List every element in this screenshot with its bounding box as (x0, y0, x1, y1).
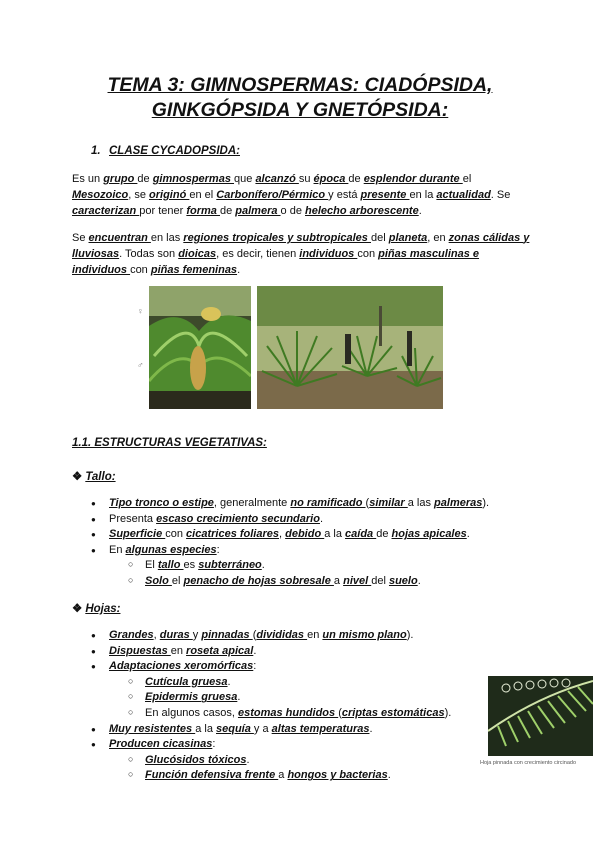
text-run: en las (150, 232, 184, 244)
emphasized-term: alcanzó (255, 173, 299, 185)
emphasized-term: escaso crecimiento secundario (156, 512, 320, 525)
text-run: a (278, 769, 288, 782)
emphasized-term: estomas hundidos (237, 707, 339, 719)
emphasized-term: planeta (388, 232, 428, 244)
emphasized-term: piñas femeninas (150, 264, 238, 276)
text-run: . (237, 691, 241, 704)
text-run: , (279, 528, 286, 541)
sub-list-item (145, 690, 240, 705)
emphasized-term: individuos (72, 264, 131, 276)
emphasized-term: Grandes (109, 629, 154, 641)
text-run: . (418, 205, 422, 217)
text-run: Es un (72, 173, 104, 185)
emphasized-term: Muy resistentes (109, 722, 196, 735)
emphasized-term: piñas masculinas e (378, 248, 480, 260)
emphasized-term: Glucósidos tóxicos (145, 753, 247, 766)
list-item (109, 644, 256, 659)
text-run: En (109, 543, 126, 556)
sub-list-item (145, 768, 391, 783)
bullet-circle-icon: ○ (128, 769, 134, 780)
emphasized-term: Carbonífero/Pérmico (216, 189, 329, 201)
text-run: del (371, 575, 389, 587)
bullet-circle-icon: ○ (128, 753, 134, 764)
text-run: . (253, 644, 257, 657)
diamond-bullet-icon: ❖ (72, 471, 83, 483)
emphasized-term: hojas apicales (391, 528, 467, 541)
diamond-bullet-icon: ❖ (72, 603, 83, 615)
text-run: de (137, 173, 153, 185)
text-run: con (130, 264, 151, 276)
emphasized-term: caracterizan (72, 205, 140, 217)
photo-pinnate-leaf (488, 676, 593, 756)
text-run: y está (328, 189, 361, 201)
text-run: . (227, 675, 231, 688)
emphasized-term: criptas estomáticas (341, 707, 445, 719)
emphasized-term: zonas cálidas (448, 232, 524, 244)
emphasized-term: encuentran (88, 232, 151, 244)
emphasized-term: Función defensiva frente (145, 769, 279, 782)
tallo-heading (72, 469, 116, 483)
title-line-2: GINKGÓPSIDA Y GNETÓPSIDA: (151, 99, 449, 121)
text-run: ( (252, 629, 257, 641)
emphasized-term: Cutícula gruesa (145, 675, 228, 688)
text-run: por tener (139, 205, 187, 217)
text-run: y a (253, 722, 272, 735)
text-run: a la (324, 528, 346, 541)
text-run: En algunos casos, (145, 707, 238, 719)
text-run: Presenta (109, 512, 157, 525)
text-run: con (165, 528, 187, 541)
text-run: ). (406, 629, 414, 641)
emphasized-term: helecho arborescente (305, 205, 419, 217)
emphasized-term: actualidad (436, 189, 491, 201)
emphasized-term: individuos (299, 248, 358, 260)
section-1-1-heading: 1.1. ESTRUCTURAS VEGETATIVAS: (72, 437, 267, 449)
text-run: de (348, 173, 364, 185)
bullet-circle-icon: ○ (128, 691, 134, 702)
text-run: ( (338, 707, 342, 719)
emphasized-term: palmera (235, 205, 281, 217)
text-run: en la (409, 189, 437, 201)
emphasized-term: cicatrices foliares (186, 528, 279, 541)
text-run: del (370, 232, 389, 244)
text-run: es (183, 559, 199, 572)
text-run: el (171, 575, 184, 587)
list-item (109, 628, 413, 643)
photo-cycad-cone-image (149, 286, 251, 409)
bullet-dot-icon: ● (91, 499, 96, 508)
text-run: en (307, 629, 323, 641)
text-run: en el (189, 189, 217, 201)
emphasized-term: duras (159, 629, 193, 641)
list-item (109, 512, 323, 527)
emphasized-term: Epidermis gruesa (145, 691, 238, 704)
title-line-1: TEMA 3: GIMNOSPERMAS: CIADÓPSIDA, (107, 74, 493, 96)
emphasized-term: altas temperaturas (271, 722, 370, 735)
emphasized-term: penacho de hojas sobresale (183, 575, 334, 587)
emphasized-term: tallo (157, 559, 184, 572)
list-item (109, 496, 489, 511)
text-run: . (261, 559, 265, 572)
emphasized-term: regiones tropicales y subtropicales (183, 232, 371, 244)
text-run: ). (482, 497, 490, 509)
text-run: de (219, 205, 236, 217)
photo-cycad-field (257, 286, 443, 409)
emphasized-term: subterráneo (198, 559, 262, 572)
bullet-dot-icon: ● (91, 530, 96, 540)
emphasized-term: gimnospermas (152, 173, 235, 185)
photo-cycad-field-image (257, 286, 443, 409)
bullet-dot-icon: ● (91, 740, 96, 750)
emphasized-term: originó (149, 189, 190, 201)
text-run: . (417, 575, 421, 587)
text-run: ). (444, 707, 452, 719)
emphasized-term: Adaptaciones xeromórficas (109, 660, 254, 673)
text-run: . (237, 264, 241, 276)
text-run: el (462, 173, 472, 185)
text-run: . (466, 528, 470, 541)
leaf-caption: Hoja pinnada con crecimiento circinado (480, 760, 576, 766)
text-run: ( (365, 497, 370, 509)
hojas-heading (72, 601, 120, 615)
emphasized-term: hongos y bacterias (287, 769, 388, 782)
list-item (109, 737, 215, 752)
hojas-heading-text: Hojas: (85, 603, 121, 615)
text-run: . (246, 753, 250, 766)
emphasized-term: caída (345, 528, 377, 541)
section-title: CLASE CYCADOPSIDA: (109, 145, 240, 157)
text-run: , es decir, tienen (216, 248, 300, 260)
emphasized-term: Dispuestas (109, 644, 171, 657)
emphasized-term: pinnadas (201, 629, 253, 641)
emphasized-term: forma (186, 205, 220, 217)
text-run: : (253, 660, 257, 673)
bullet-dot-icon: ● (91, 631, 96, 640)
emphasized-term: grupo (103, 173, 138, 185)
emphasized-term: un mismo plano (322, 629, 407, 641)
bullet-circle-icon: ○ (128, 575, 134, 585)
photo-cycad-cone (149, 286, 251, 409)
section-number: 1. (91, 145, 101, 157)
emphasized-term: similar (369, 497, 408, 509)
emphasized-term: época (313, 173, 349, 185)
text-run: o de (280, 205, 305, 217)
text-run: . (369, 722, 373, 735)
section-1-heading (91, 145, 240, 157)
list-item (109, 527, 470, 542)
label-male: ♂ (137, 360, 144, 370)
bullet-dot-icon: ● (91, 724, 96, 734)
emphasized-term: Solo (145, 575, 172, 587)
text-run: de (376, 528, 392, 541)
photo-pinnate-leaf-image (488, 676, 593, 756)
text-run: Se (72, 232, 89, 244)
text-run: . (387, 769, 391, 782)
text-run: : (216, 543, 220, 556)
sub-list-item (145, 558, 265, 573)
text-run: . (319, 512, 324, 525)
text-run: y (192, 629, 202, 641)
text-run: a la (195, 722, 216, 735)
emphasized-term: nivel (343, 575, 372, 587)
list-item (109, 722, 373, 737)
bullet-circle-icon: ○ (128, 707, 134, 717)
emphasized-term: y lluviosas (72, 232, 530, 260)
emphasized-term: debido (285, 528, 325, 541)
emphasized-term: Tipo tronco o estipe (109, 497, 214, 509)
emphasized-term: Producen cicasinas (109, 738, 213, 751)
emphasized-term: Mesozoico (72, 189, 129, 201)
emphasized-term: divididas (256, 629, 308, 641)
text-run: a (333, 575, 344, 587)
text-run: El (145, 559, 158, 572)
emphasized-term: no ramificado (290, 497, 366, 509)
emphasized-term: Superficie (109, 528, 166, 541)
bullet-dot-icon: ● (91, 514, 96, 524)
text-run: a las (407, 497, 435, 509)
emphasized-term: esplendor durante (363, 173, 463, 185)
paragraph-distribution (72, 230, 532, 278)
text-run: , se (128, 189, 150, 201)
emphasized-term: dioicas (178, 248, 217, 260)
emphasized-term: suelo (388, 575, 418, 587)
paragraph-intro (72, 171, 532, 219)
emphasized-term: sequía (216, 722, 254, 735)
page-title (0, 73, 600, 123)
sub-list-item (145, 675, 231, 690)
text-run: : (212, 738, 216, 751)
sub-list-item (145, 574, 421, 589)
bullet-circle-icon: ○ (128, 559, 134, 570)
sub-list-item (145, 706, 451, 721)
bullet-dot-icon: ● (91, 646, 96, 656)
emphasized-term: roseta apical (186, 644, 254, 657)
emphasized-term: palmeras (434, 497, 483, 509)
bullet-circle-icon: ○ (128, 675, 134, 686)
text-run: en (170, 644, 187, 657)
text-run: . Todas son (119, 248, 179, 260)
text-run: con (357, 248, 379, 260)
text-run: , generalmente (213, 497, 291, 509)
tallo-heading-text: Tallo: (85, 471, 116, 483)
list-item (109, 659, 256, 674)
text-run: . Se (490, 189, 511, 201)
label-female: ♀ (137, 306, 144, 316)
text-run: , en (427, 232, 449, 244)
sub-list-item (145, 753, 250, 768)
emphasized-term: algunas especies (125, 543, 217, 556)
text-run: , (153, 629, 160, 641)
emphasized-term: presente (360, 189, 410, 201)
text-run: que (234, 173, 256, 185)
bullet-dot-icon: ● (91, 545, 96, 555)
text-run: su (298, 173, 314, 185)
list-item (109, 543, 220, 558)
bullet-dot-icon: ● (91, 662, 96, 672)
